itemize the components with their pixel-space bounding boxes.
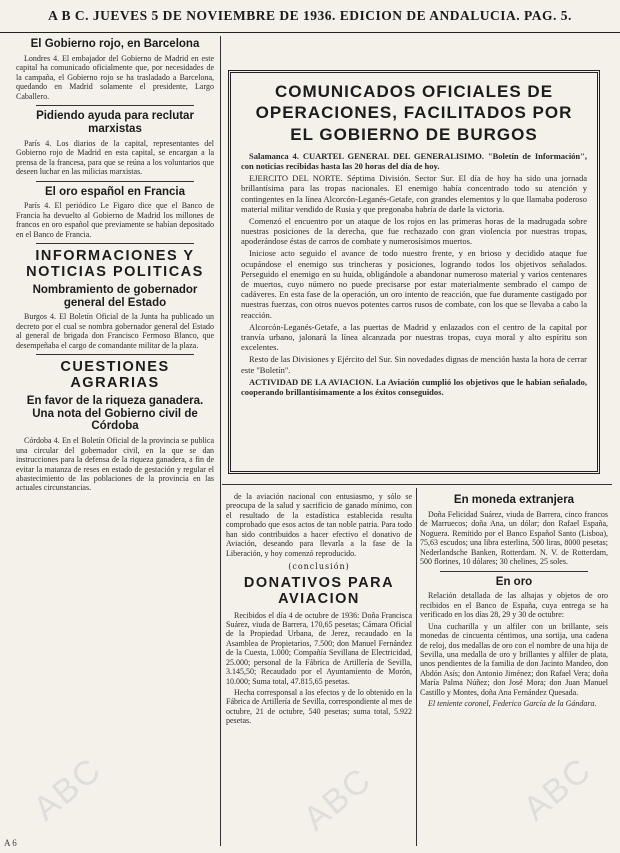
box-paragraph: Resto de las Divisiones y Ejército del Sur. Sin novedades dignas de mención hasta la hora de cerrar este "Boletín". bbox=[241, 354, 587, 375]
headline-ayuda-marxistas: Pidiendo ayuda para reclutar marxistas bbox=[36, 110, 194, 135]
article-paragraph: París 4. Los diarios de la capital, representantes del Gobierno rojo de Madrid en esta capital, se encargan a la prensa de la francesa, para que se reúna a los voluntarios que deseen luchar en las milicias marxistas. bbox=[16, 138, 214, 177]
ornament: (conclusión) bbox=[288, 562, 350, 572]
headline-oro-espanol: El oro español en Francia bbox=[45, 185, 185, 198]
box-title: COMUNICADOS OFICIALES DE OPERACIONES, FACILITADOS POR EL GOBIERNO DE BURGOS bbox=[255, 82, 573, 144]
separator bbox=[440, 571, 588, 572]
box-paragraph-aviacion: ACTIVIDAD DE LA AVIACION. La Aviación cumplió los objetivos que le habían señalado, cooperando brillantísimamente a los éxitos conseguidos. bbox=[241, 376, 587, 397]
article-paragraph: de la aviación nacional con entusiasmo, y sólo se preocupa de la salud y sacrificio de ganado mínimo, con el resultado de la estadística establecida resulta comprobado que esos actos de tan noble patria. Para todo han sido contribuidos a hacer efectivo el donativo de Aviación, deseando para llevarla a la fase de la Liberación, y hoy comenzó reproducido. bbox=[226, 492, 412, 558]
separator bbox=[36, 181, 194, 182]
section-heading-cuestiones-agrarias: CUESTIONES AGRARIAS bbox=[60, 359, 170, 392]
headline-moneda-extranjera: En moneda extranjera bbox=[453, 494, 575, 506]
article-paragraph: Hecha corresponsal a los efectos y de lo obtenido en la Fábrica de Artillería de Sevilla, correspondiente al mes de octubre, 21 de octubre, 540 pesetas; suma total, 5.922 pesetas. bbox=[226, 688, 412, 726]
page-footer-mark: A 6 bbox=[4, 838, 17, 848]
headline-en-oro: En oro bbox=[495, 575, 533, 588]
section-heading-informaciones: INFORMACIONES Y NOTICIAS POLITICAS bbox=[26, 248, 204, 281]
article-paragraph: Burgos 4. El Boletín Oficial de la Junta ha publicado un decreto por el cual se nombra gobernador general del Estado al general de brigada don Francisco Fermoso Blanco, que desempeñaba el cargo de comandante militar de la plaza. bbox=[16, 312, 214, 350]
column-divider bbox=[416, 488, 417, 846]
article-paragraph: Doña Felicidad Suárez, viuda de Barrera, cinco francos de Marruecos; doña Ana, un dólar; don Rafael España, Noguera. Remitido por el Banco Español Santo (Lisboa), 75,63 escudos; una libra esterlina, 500 liras, 8000 pesetas; Nederlandsche Banken, Rotterdam. N. V. de Rotterdam, 500 florines, 10 dólares; 30 chelines, 25 soles. bbox=[420, 509, 608, 567]
headline-donativos: DONATIVOS PARA AVIACION bbox=[243, 575, 395, 608]
box-paragraph: Iniciose acto seguido el avance de todo nuestro frente, y en brioso y decidido ataque fue ocupándose el enemigo sus trincheras y posiciones, logrando todos los objetivos señalados. Perseguido el enemigo en su huida, obligándole a abandonar numeroso material y varios centenares de muertos, cuyo número no puede precisarse por estar materialmente sembrado el campo de cadáveres. En esta fase de la operación, un oro intento de reacción, que fue duramente castigado por nuestras fuerzas, con otros nuevos potentes carros rusos de combate, con los que se llevaba a cabo la reacción. bbox=[241, 248, 587, 320]
column-divider bbox=[220, 36, 221, 846]
watermark: ABC bbox=[296, 760, 379, 839]
separator bbox=[36, 105, 194, 106]
box-paragraph: Alcorcón-Leganés-Getafe, a las puertas de Madrid y enlazados con el centro de la capital por tranvía urbano, jalonará la línea alcanzada por nuestras tropas, cuya moral y alto espíritu son excelentes. bbox=[241, 321, 587, 353]
article-signature: El teniente coronel, Federico García de la Gándara. bbox=[428, 699, 597, 709]
box-paragraph: Comenzó el encuentro por un ataque de los rojos en las primeras horas de la madrugada sobre nuestras posiciones de la derecha, que fue rechazado con gran violencia por nuestras tropas, apoderándose éstas de carros de combate y numerosísimos muertos. bbox=[241, 215, 587, 247]
watermark: ABC bbox=[516, 750, 599, 829]
page-header: A B C. JUEVES 5 DE NOVIEMBRE DE 1936. EDICION DE ANDALUCIA. PAG. 5. bbox=[0, 8, 620, 33]
box-bottom-rule bbox=[222, 484, 612, 485]
separator bbox=[36, 243, 194, 244]
article-paragraph: París 4. El periódico Le Figaro dice que el Banco de Francia ha devuelto al Gobierno de Madrid los millones de francos en oro español que previamente se habían depositado en el Banco de Francia. bbox=[16, 201, 214, 239]
left-column bbox=[16, 36, 214, 846]
headline-nombramiento: Nombramiento de gobernador general del Estado bbox=[32, 283, 198, 309]
official-communiques-box bbox=[228, 70, 600, 474]
headline-gobierno-rojo: El Gobierno rojo, en Barcelona bbox=[30, 38, 200, 50]
article-paragraph: Londres 4. El embajador del Gobierno de Madrid en este capital ha comunicado oficialmente que, por necesidades de la campaña, el Gobierno rojo se ha trasladado a Barcelona, quedando en Madrid solamente el presidente, Largo Caballero. bbox=[16, 53, 214, 101]
box-lead: Salamanca 4. CUARTEL GENERAL DEL GENERALISIMO. "Boletín de Información", con noticias recibidas hasta las 20 horas del día de hoy. bbox=[241, 150, 587, 171]
headline-riqueza-ganadera: En favor de la riqueza ganadera. Una nota del Gobierno civil de Córdoba bbox=[26, 394, 204, 433]
article-paragraph: Relación detallada de las alhajas y objetos de oro recibidos en el Banco de España, cuya entrega se ha verificado en los días 28, 29 y 30 de octubre: bbox=[420, 591, 608, 620]
separator bbox=[36, 354, 194, 355]
article-paragraph: Recibidos el día 4 de octubre de 1936: Doña Francisca Suárez, viuda de Barrera, 170,65 pesetas; Cámara Oficial de la Propiedad Urbana, de Jerez, recaudado en la Asamblea de Propietarios, 7.500; don Manuel Fernández de la Cuesta, 1.000; Compañía Sevillana de Electricidad, 25.000; personal de la Fábrica de Artillería de Sevilla, 3.145,50; Recaudado por el Ayuntamiento de Morón, 10.000; Suma total, 47.815,65 pesetas. bbox=[226, 610, 412, 686]
box-paragraph: EJERCITO DEL NORTE. Séptima División. Sector Sur. El día de hoy ha sido una jornada brillantísima para las tropas nacionales. El enemigo había concentrado todo su atención y contingentes en la línea Alcorcón-Leganés-Getafe, con grandes elementos y lo que llamaba poderoso material militar vendido de Rusia y que pregonaba habría de darle la victoria. bbox=[241, 173, 587, 214]
article-paragraph: Una cucharilla y un alfiler con un brillante, seis monedas de cincuenta céntimos, una sortija, una cadena de reloj, dos medallas de oro con el nombre de una hija de Sevilla, una medalla de oro y brillantes y alfiler de plata, unos pendientes de la familia de don Jacinto Mandeo, don Abdón Asís; don Antonio Jiménez; don Rafael Vera; doña María Palma Núñez; don José Mora; don Juan Manuel Castillo y Montes, doña Ana Fernández Quesada. bbox=[420, 621, 608, 697]
article-paragraph: Córdoba 4. En el Boletín Oficial de la provincia se publica una circular del gobernador civil, en la que se dan instrucciones para la defensa de la riqueza ganadera, a fin de evitar la matanza de reses en estado de gestación y regular el abastecimiento de las poblaciones de la provincia en las actuales circunstancias. bbox=[16, 436, 214, 493]
watermark: ABC bbox=[26, 750, 109, 829]
